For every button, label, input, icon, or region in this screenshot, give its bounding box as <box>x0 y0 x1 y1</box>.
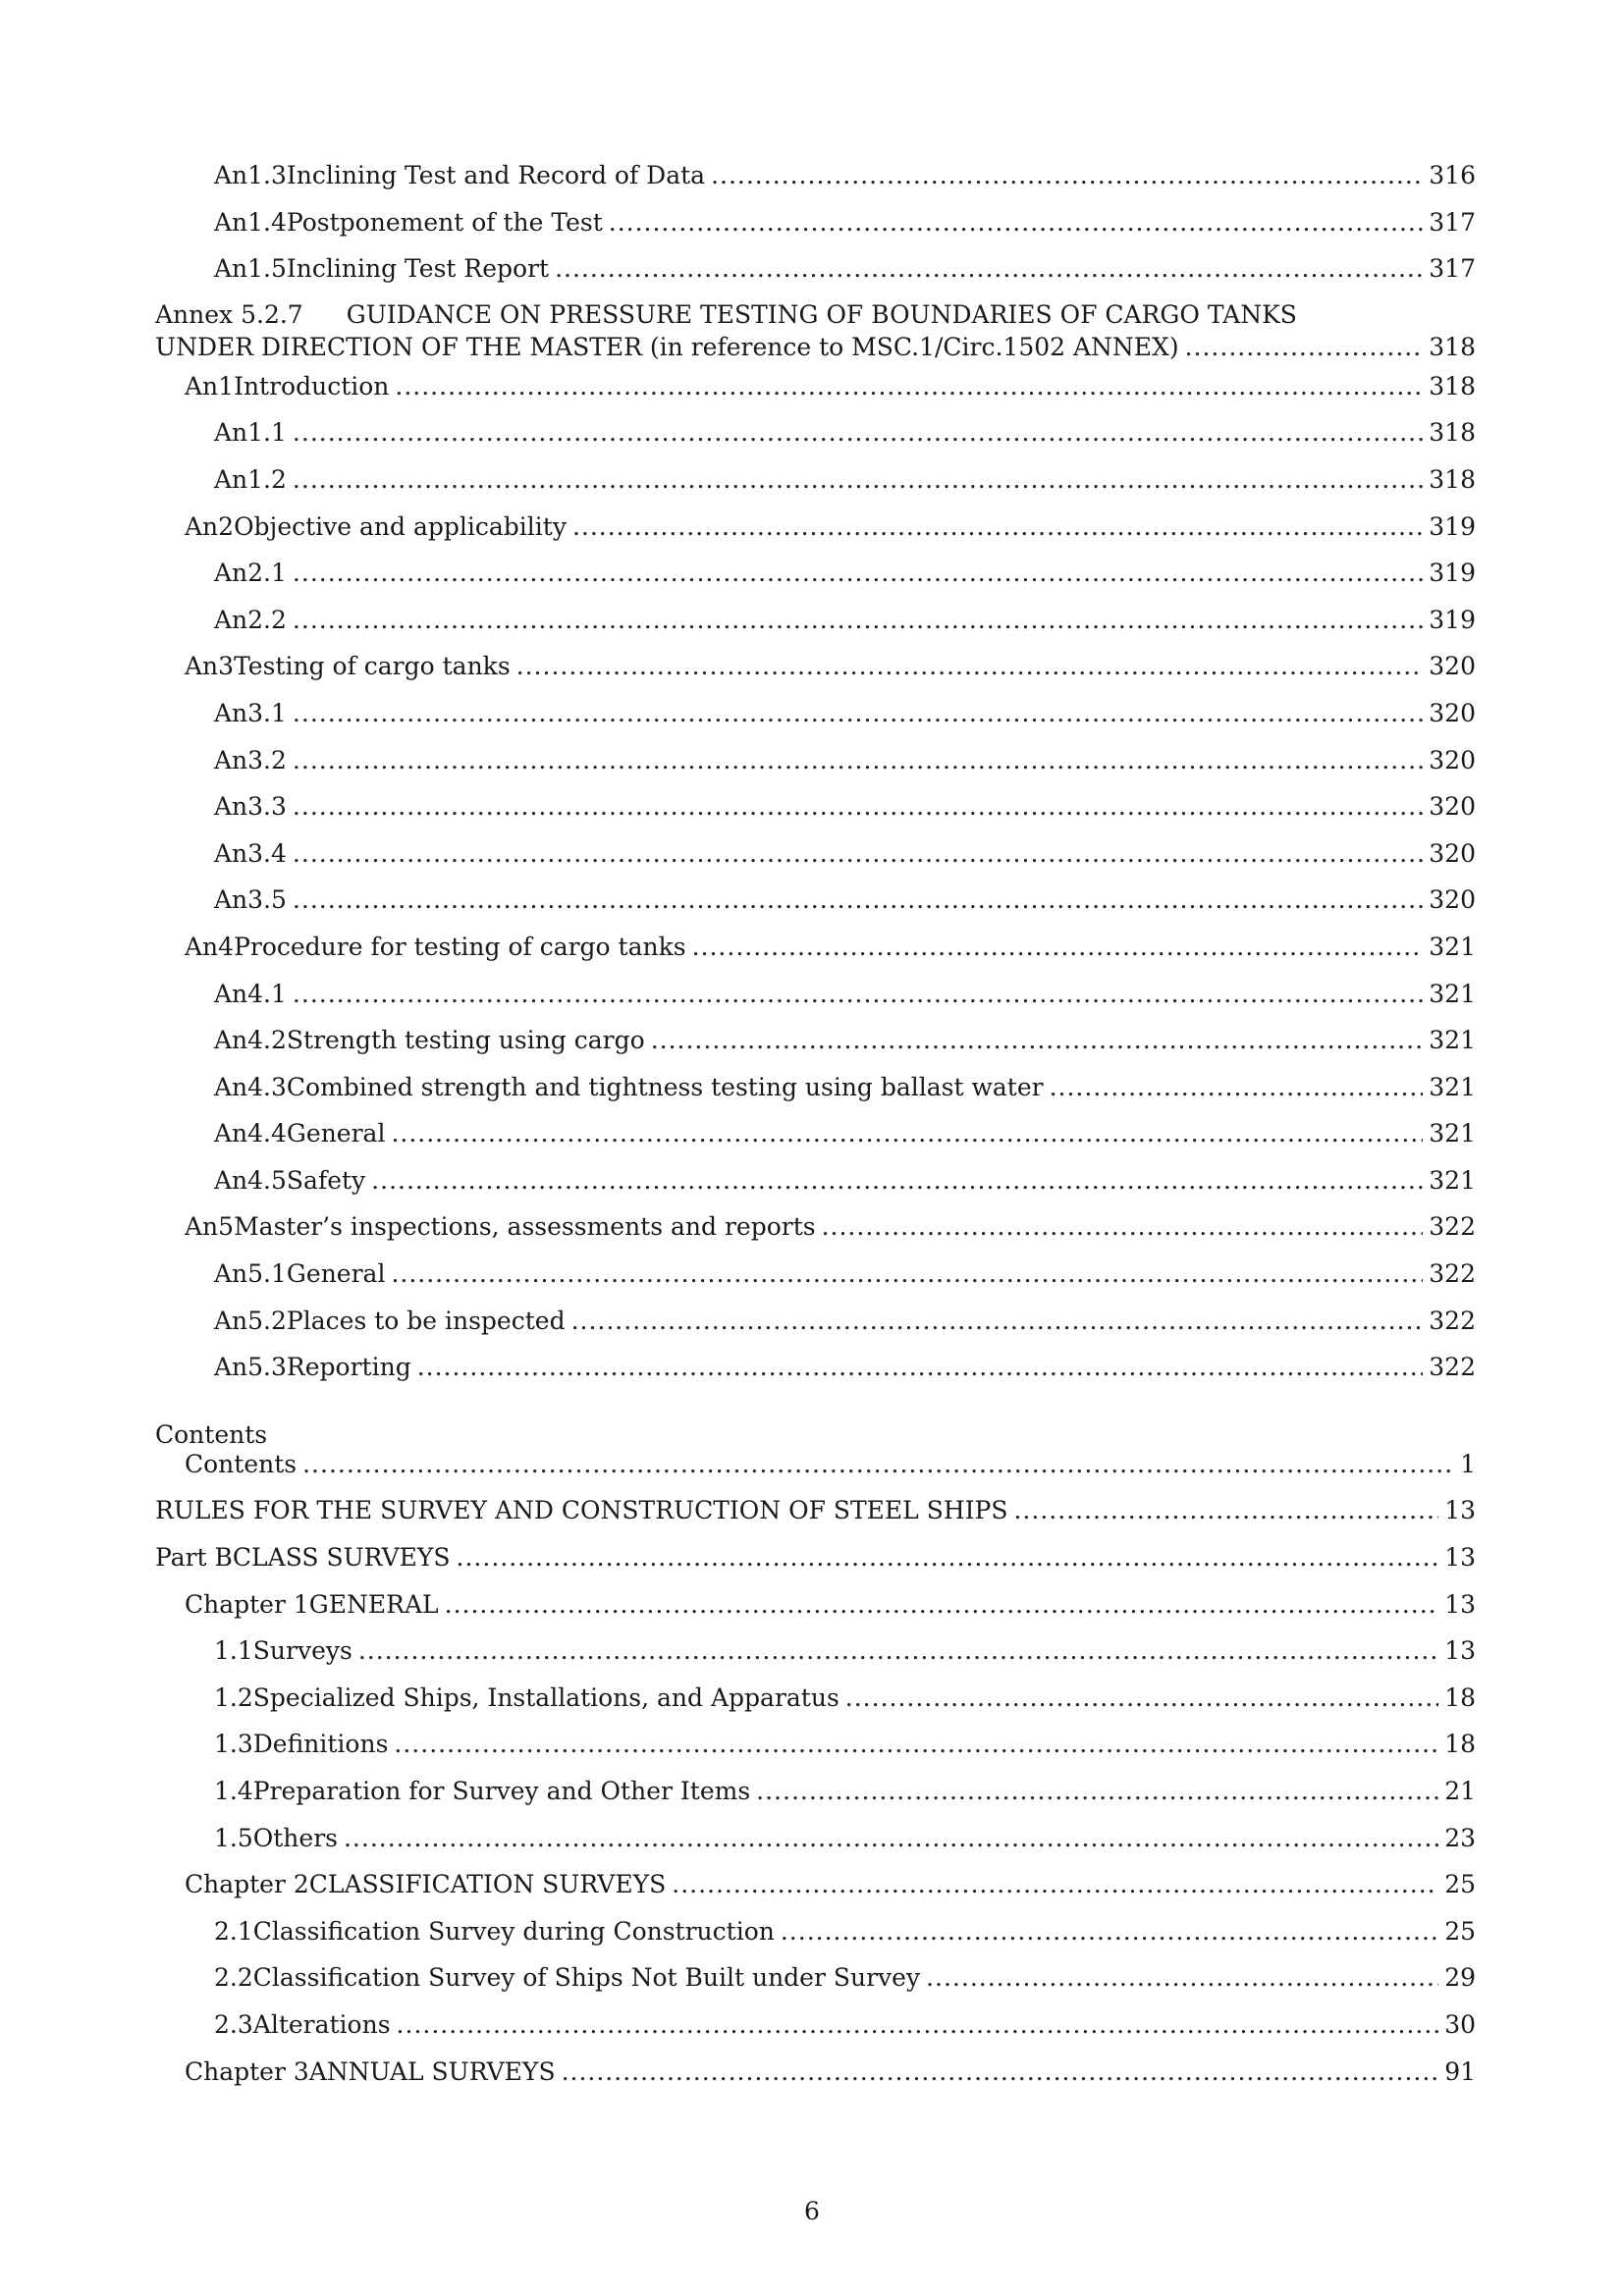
toc-entry-number: 1.4 <box>214 1777 253 1805</box>
dot-leader <box>926 1954 1438 2002</box>
annex-title-line2: UNDER DIRECTION OF THE MASTER (in reference to MSC.1/Circ.1502 ANNEX) <box>155 332 1179 361</box>
toc-entry-number: An1.4 <box>214 207 287 237</box>
annex-number: Annex 5.2.7 <box>155 299 303 329</box>
toc-entry-title: General <box>286 1119 386 1148</box>
toc-entry-number: An3.3 <box>214 792 287 822</box>
dot-leader <box>672 1861 1438 1908</box>
table-of-contents <box>155 152 1476 2095</box>
page-ref: 320 <box>1429 698 1476 727</box>
toc-section-annex-5-2-7 <box>155 363 1476 1391</box>
toc-entry-title: Contents <box>185 1449 298 1478</box>
dot-leader <box>572 504 1423 551</box>
toc-entry-number: An2.1 <box>214 559 287 588</box>
toc-entry-title: Testing of cargo tanks <box>234 652 511 681</box>
toc-entry-number: An5.1 <box>214 1259 287 1289</box>
dot-leader <box>571 1298 1424 1345</box>
toc-entry-number: 2.1 <box>214 1916 253 1946</box>
dot-leader <box>1013 1487 1438 1534</box>
toc-entry-number: An1.2 <box>214 464 287 494</box>
page-ref: 18 <box>1444 1682 1476 1712</box>
page-ref: 322 <box>1429 1353 1476 1382</box>
dot-leader <box>293 409 1423 456</box>
dot-leader <box>293 737 1423 784</box>
toc-entry-title: Places to be inspected <box>286 1306 566 1335</box>
dot-leader <box>457 1534 1439 1581</box>
page-ref: 321 <box>1429 932 1476 961</box>
toc-entry[interactable] <box>155 1298 1476 1345</box>
page-ref: 13 <box>1444 1636 1476 1666</box>
page-ref: 322 <box>1429 1212 1476 1242</box>
page-ref: 1 <box>1460 1449 1476 1478</box>
dot-leader <box>781 1908 1438 1955</box>
toc-entry[interactable] <box>155 1628 1476 1675</box>
toc-entry-title: CLASS SURVEYS <box>232 1543 451 1573</box>
toc-entry-title: General <box>286 1259 386 1289</box>
toc-entry-title: Safety <box>286 1165 366 1195</box>
dot-leader <box>651 1017 1424 1064</box>
page-ref: 319 <box>1429 559 1476 588</box>
toc-entry-number: An4.5 <box>214 1165 287 1195</box>
dot-leader <box>293 597 1423 644</box>
toc-entry-number: An3 <box>185 652 235 681</box>
dot-leader <box>555 245 1423 293</box>
toc-entry[interactable] <box>155 1861 1476 1908</box>
toc-entry[interactable] <box>155 409 1476 456</box>
toc-entry-number: An2 <box>185 511 235 541</box>
toc-entry[interactable] <box>155 830 1476 878</box>
annex-heading[interactable] <box>155 298 1476 363</box>
toc-entry-title: GENERAL <box>308 1589 439 1619</box>
toc-entry-title: Definitions <box>252 1730 389 1759</box>
toc-entry-title: ANNUAL SURVEYS <box>308 2056 556 2086</box>
page-ref: 321 <box>1429 1026 1476 1055</box>
toc-entry[interactable] <box>155 1768 1476 1815</box>
toc-entry-number: An1.3 <box>214 161 287 189</box>
page-ref: 320 <box>1429 792 1476 822</box>
page-ref: 18 <box>1444 1730 1476 1759</box>
toc-entry-title: Master’s inspections, assessments and reports <box>234 1212 816 1242</box>
dot-leader <box>371 1157 1423 1204</box>
page-ref: 30 <box>1444 2009 1476 2039</box>
page-ref: 322 <box>1429 1259 1476 1289</box>
toc-entry-number: 1.3 <box>214 1730 253 1759</box>
toc-entry[interactable] <box>155 783 1476 830</box>
toc-entry[interactable] <box>155 199 1476 246</box>
page-ref: 25 <box>1444 1916 1476 1946</box>
page-ref: 322 <box>1429 1306 1476 1335</box>
toc-entry[interactable] <box>155 1721 1476 1768</box>
page-ref: 320 <box>1429 652 1476 681</box>
toc-entry[interactable] <box>155 690 1476 737</box>
page-ref: 25 <box>1444 1870 1476 1899</box>
toc-entry[interactable] <box>155 1675 1476 1722</box>
toc-entry-title: Surveys <box>252 1636 352 1666</box>
toc-entry[interactable] <box>155 1534 1476 1581</box>
toc-entry[interactable] <box>155 1954 1476 2002</box>
toc-entry-number: An5.2 <box>214 1306 287 1335</box>
dot-leader <box>358 1628 1438 1675</box>
toc-entry-number: An1.5 <box>214 254 287 284</box>
toc-entry[interactable] <box>155 1581 1476 1629</box>
toc-entry[interactable] <box>155 1251 1476 1298</box>
page-ref: 13 <box>1444 1496 1476 1525</box>
page-ref: 319 <box>1429 605 1476 634</box>
page-ref: 321 <box>1429 979 1476 1008</box>
toc-entry-title: Postponement of the Test <box>286 207 603 237</box>
dot-leader <box>609 199 1424 246</box>
toc-entry-number: An1 <box>185 371 235 400</box>
toc-entry-title: Strength testing using cargo <box>286 1026 645 1055</box>
toc-entry-number: An2.2 <box>214 605 287 634</box>
dot-leader <box>391 1251 1423 1298</box>
toc-entry-title: Inclining Test and Record of Data <box>286 161 706 189</box>
toc-entry[interactable] <box>155 1487 1476 1534</box>
page-number: 6 <box>804 2197 820 2225</box>
toc-entry-number: An3.1 <box>214 698 287 727</box>
toc-entry-number: An4 <box>185 932 235 961</box>
toc-entry[interactable] <box>155 504 1476 551</box>
page-ref: 13 <box>1444 1589 1476 1619</box>
page-ref: 13 <box>1444 1543 1476 1573</box>
page-ref: 316 <box>1429 161 1476 189</box>
page-ref: 321 <box>1429 1119 1476 1148</box>
toc-entry-number: An1.1 <box>214 418 287 448</box>
toc-entry[interactable] <box>155 2049 1476 2096</box>
toc-entry-number: An3.4 <box>214 838 287 868</box>
page-ref: 320 <box>1429 885 1476 915</box>
page-ref: 317 <box>1429 254 1476 284</box>
toc-entry[interactable] <box>155 877 1476 924</box>
toc-entry[interactable] <box>155 550 1476 597</box>
toc-section-contents <box>155 1441 1476 2095</box>
toc-entry-title: Inclining Test Report <box>286 254 550 284</box>
dot-leader <box>395 363 1423 410</box>
annex-title-line1: GUIDANCE ON PRESSURE TESTING OF BOUNDARIES OF CARGO TANKS <box>346 299 1297 329</box>
page-ref: 318 <box>1429 332 1476 361</box>
dot-leader <box>397 2002 1439 2049</box>
page-ref: 320 <box>1429 838 1476 868</box>
toc-entry-number: Chapter 1 <box>185 1589 309 1619</box>
toc-entry[interactable] <box>155 2002 1476 2049</box>
toc-entry-number: Part B <box>155 1543 233 1573</box>
page-ref: 321 <box>1429 1072 1476 1101</box>
dot-leader <box>822 1203 1424 1251</box>
toc-entry-number: An5.3 <box>214 1353 287 1382</box>
dot-leader <box>845 1675 1438 1722</box>
page-ref: 320 <box>1429 745 1476 774</box>
dot-leader <box>1185 331 1424 363</box>
toc-section-annex-5-2-6-end <box>155 152 1476 293</box>
dot-leader <box>293 877 1423 924</box>
contents-heading: Contents <box>155 1419 268 1449</box>
dot-leader <box>711 152 1423 199</box>
toc-entry[interactable] <box>155 597 1476 644</box>
toc-entry-number: 2.3 <box>214 2009 253 2039</box>
toc-entry[interactable] <box>155 737 1476 784</box>
toc-entry-title: Classification Survey during Construction <box>252 1916 775 1946</box>
toc-entry[interactable] <box>155 456 1476 504</box>
page-ref: 318 <box>1429 418 1476 448</box>
toc-entry-number: 1.2 <box>214 1682 253 1712</box>
toc-entry[interactable] <box>155 363 1476 410</box>
dot-leader <box>344 1815 1438 1862</box>
dot-leader <box>293 971 1423 1018</box>
dot-leader <box>293 690 1423 737</box>
toc-entry-number: An4.3 <box>214 1072 287 1101</box>
dot-leader <box>391 1110 1423 1157</box>
toc-entry[interactable] <box>155 1064 1476 1111</box>
page-ref: 318 <box>1429 371 1476 400</box>
page-ref: 29 <box>1444 1963 1476 1993</box>
toc-entry[interactable] <box>155 1157 1476 1204</box>
toc-entry-number: An3.2 <box>214 745 287 774</box>
page-ref: 317 <box>1429 207 1476 237</box>
toc-entry-number: An5 <box>185 1212 235 1242</box>
toc-entry-title: CLASSIFICATION SURVEYS <box>308 1870 667 1899</box>
dot-leader <box>445 1581 1439 1629</box>
toc-entry[interactable] <box>155 924 1476 971</box>
toc-entry-title: RULES FOR THE SURVEY AND CONSTRUCTION OF STEEL SHIPS <box>155 1496 1008 1525</box>
toc-entry-title: Specialized Ships, Installations, and Apparatus <box>252 1682 839 1712</box>
toc-entry-number: An4.4 <box>214 1119 287 1148</box>
toc-entry-title: Objective and applicability <box>234 511 567 541</box>
dot-leader <box>293 456 1423 504</box>
dot-leader <box>293 783 1423 830</box>
toc-entry-title: Preparation for Survey and Other Items <box>252 1777 751 1805</box>
toc-entry-number: 1.1 <box>214 1636 253 1666</box>
page-ref: 91 <box>1444 2056 1476 2086</box>
dot-leader <box>394 1721 1438 1768</box>
toc-entry-number: An3.5 <box>214 885 287 915</box>
dot-leader <box>692 924 1424 971</box>
dot-leader <box>302 1441 1454 1488</box>
toc-entry[interactable] <box>155 643 1476 690</box>
dot-leader <box>293 550 1423 597</box>
toc-entry-title: Others <box>252 1823 338 1852</box>
toc-entry-title: Introduction <box>234 371 390 400</box>
toc-entry-title: Procedure for testing of cargo tanks <box>234 932 686 961</box>
toc-entry-number: Chapter 3 <box>185 2056 309 2086</box>
page-ref: 21 <box>1444 1777 1476 1805</box>
page-ref: 321 <box>1429 1165 1476 1195</box>
toc-entry[interactable] <box>155 245 1476 293</box>
toc-entry[interactable] <box>155 971 1476 1018</box>
toc-entry[interactable] <box>155 1110 1476 1157</box>
dot-leader <box>293 830 1423 878</box>
toc-entry[interactable] <box>155 1203 1476 1251</box>
toc-entry[interactable] <box>155 1344 1476 1391</box>
toc-entry-number: 2.2 <box>214 1963 253 1993</box>
toc-entry-title: Reporting <box>286 1353 411 1382</box>
toc-entry-number: Chapter 2 <box>185 1870 309 1899</box>
dot-leader <box>417 1344 1424 1391</box>
dot-leader <box>516 643 1424 690</box>
toc-entry-number: An4.2 <box>214 1026 287 1055</box>
toc-entry[interactable] <box>155 1908 1476 1955</box>
toc-entry[interactable] <box>155 1815 1476 1862</box>
toc-entry-title: Alterations <box>252 2009 391 2039</box>
dot-leader <box>756 1768 1438 1815</box>
page-ref: 318 <box>1429 464 1476 494</box>
toc-entry-number: 1.5 <box>214 1823 253 1852</box>
toc-entry[interactable] <box>155 1017 1476 1064</box>
dot-leader <box>1050 1064 1424 1111</box>
toc-entry-number: An4.1 <box>214 979 287 1008</box>
toc-entry-title: Combined strength and tightness testing using ballast water <box>286 1072 1044 1101</box>
toc-entry-title: Classification Survey of Ships Not Built under Survey <box>252 1963 921 1993</box>
dot-leader <box>562 2049 1439 2096</box>
toc-entry[interactable] <box>155 152 1476 199</box>
page-ref: 23 <box>1444 1823 1476 1852</box>
page-ref: 319 <box>1429 511 1476 541</box>
toc-entry[interactable] <box>155 1441 1476 1488</box>
